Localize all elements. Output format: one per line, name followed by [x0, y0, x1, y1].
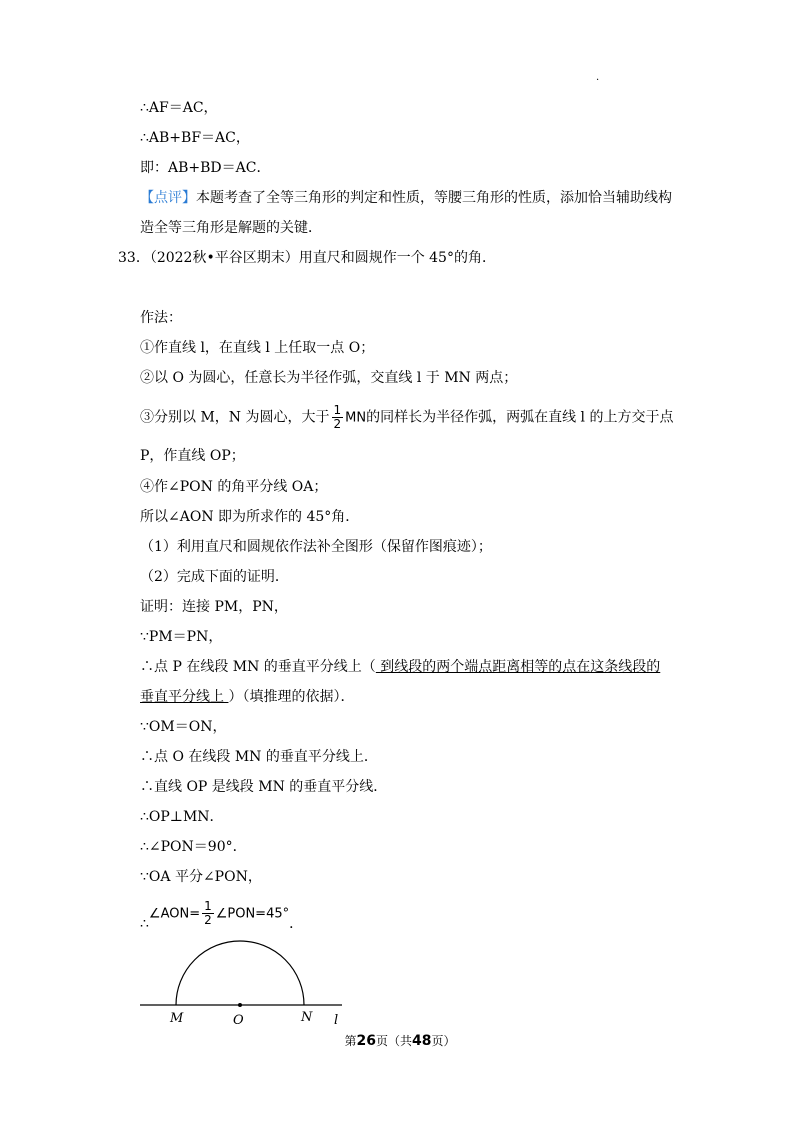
step-3-cont: P，作直线 OP； — [140, 448, 245, 464]
page-footer — [0, 1032, 800, 1049]
comment-line-2: 造全等三角形是解题的关键． — [140, 220, 322, 236]
comment-text: 本题考查了全等三角形的判定和性质，等腰三角形的性质，添加恰当辅助线构 — [196, 190, 672, 206]
proof-text-2: ）（填推理的依据）． — [228, 689, 355, 705]
label-o: O — [233, 1013, 244, 1028]
proof-line: ∴直线 OP 是线段 MN 的垂直平分线． — [140, 779, 388, 795]
method-heading: 作法： — [140, 310, 182, 326]
semicircle-arc — [176, 941, 304, 1005]
proof-line-reason — [140, 657, 660, 677]
page-total: 48 — [412, 1033, 432, 1049]
angle-aon: ∠AON= — [148, 906, 201, 922]
fraction-half — [202, 900, 214, 927]
page-mark: . — [596, 72, 600, 83]
point-o — [238, 1003, 242, 1007]
step-3 — [140, 404, 673, 431]
question-33: 33．（2022秋•平谷区期末）用直尺和圆规作一个 45°的角． — [118, 250, 496, 266]
step-3-text: ③分别以 M，N 为圆心，大于 — [140, 409, 330, 426]
step-3-text-2: 的同样长为半径作弧，两弧在直线 l 的上方交于点 — [366, 409, 674, 426]
fraction-denominator: 2 — [204, 913, 212, 927]
period: ． — [289, 915, 304, 932]
text-line: 即：AB+BD＝AC． — [140, 160, 271, 176]
segment-mn: MN — [345, 410, 367, 426]
step-2: ②以 O 为圆心，任意长为半径作弧，交直线 l 于 MN 两点； — [140, 370, 518, 386]
proof-final — [140, 899, 304, 932]
proof-intro: 证明：连接 PM，PN， — [140, 599, 288, 615]
proof-line: ∴OP⊥MN． — [140, 809, 224, 825]
proof-line: ∴∠PON＝90°． — [140, 839, 247, 855]
footer-text: 第 — [344, 1034, 357, 1048]
text-line: ∴AB+BF＝AC， — [140, 130, 250, 146]
proof-line: ∵OM＝ON， — [140, 719, 227, 735]
step-1: ①作直线 l，在直线 l 上任取一点 O； — [140, 340, 375, 356]
fraction-numerator: 1 — [204, 899, 212, 913]
footer-text: 页（共 — [375, 1034, 412, 1048]
comment-tag: 【点评】 — [140, 190, 196, 206]
comment-line — [140, 188, 672, 208]
fraction-numerator: 1 — [333, 403, 342, 417]
footer-text: 页） — [431, 1034, 456, 1048]
page-number: 26 — [356, 1033, 376, 1049]
step-4: ④作∠PON 的角平分线 OA； — [140, 479, 328, 495]
fraction-denominator: 2 — [333, 417, 342, 431]
part-2: （2）完成下面的证明． — [140, 569, 289, 585]
label-l: l — [334, 1013, 339, 1028]
angle-pon: ∠PON=45° — [215, 906, 290, 922]
answer-blank: 到线段的两个端点距离相等的点在这条线段的 — [375, 659, 661, 675]
fraction — [332, 404, 344, 431]
part-1: （1）利用直尺和圆规依作法补全图形（保留作图痕迹）； — [140, 539, 492, 555]
conclusion: 所以∠AON 即为所求作的 45°角． — [140, 509, 360, 525]
proof-line: ∵PM＝PN， — [140, 629, 223, 645]
label-n: N — [301, 1010, 313, 1025]
proof-text: ∴点 P 在线段 MN 的垂直平分线上（ — [140, 659, 376, 675]
label-m: M — [170, 1011, 184, 1026]
text-line: ∴AF＝AC， — [140, 100, 218, 116]
proof-line: ∴点 O 在线段 MN 的垂直平分线上． — [140, 749, 378, 765]
proof-line: ∵OA 平分∠PON， — [140, 869, 262, 885]
proof-line-reason-2 — [140, 687, 354, 707]
answer-blank-2: 垂直平分线上 — [140, 689, 229, 705]
therefore-symbol: ∴ — [140, 915, 149, 932]
